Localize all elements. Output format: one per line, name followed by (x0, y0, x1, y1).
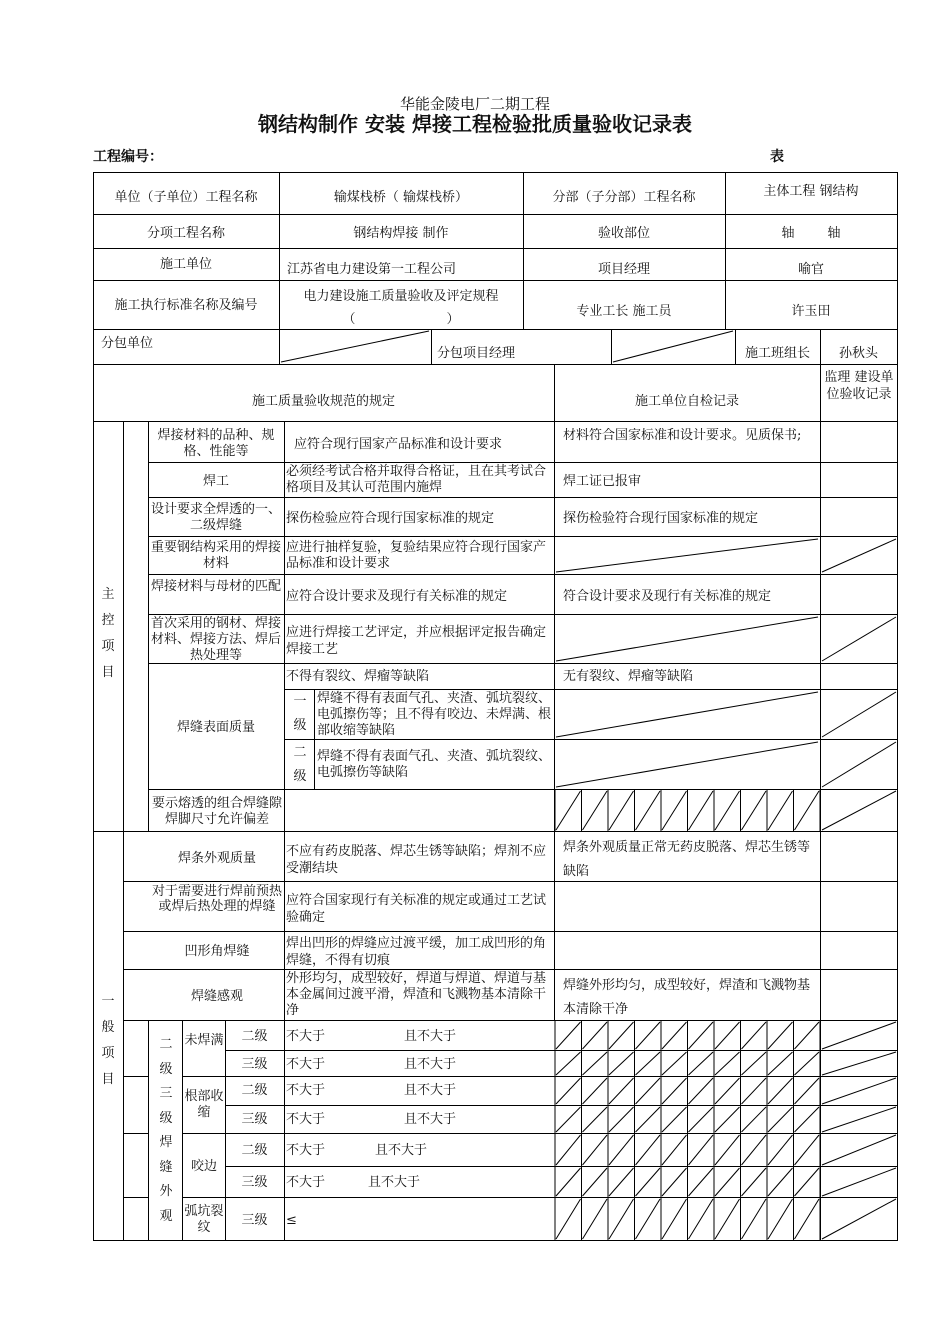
grade2-label: 二级 (293, 745, 307, 784)
hatch-slash (715, 1078, 740, 1104)
hatch-slash (742, 1107, 767, 1132)
supervision-slash (822, 1107, 896, 1132)
hatch-slash (742, 1078, 767, 1104)
hatch-slash (715, 1135, 740, 1165)
fillet-tolerance-name: 要示熔透的组合焊缝隙焊脚尺寸允许偏差 (151, 796, 282, 827)
project-subtitle: 华能金陵电厂二期工程 (399, 95, 550, 113)
hatch-slash (609, 1078, 634, 1104)
hatch-slash (609, 1107, 634, 1132)
accept-part-label: 验收部位 (597, 226, 650, 241)
foreman-value: 许玉田 (791, 304, 831, 319)
hatch-slash (768, 1168, 793, 1196)
constructor-label: 施工单位 (159, 257, 212, 272)
hatch-slash (609, 791, 634, 830)
hatch-slash (768, 1022, 793, 1049)
grade1-spec: 焊缝不得有表面气孔、夹渣、弧坑裂纹、电弧擦伤等；且不得有咬边、未焊满、根部收缩等缺陷 (317, 691, 552, 738)
division-label: 分部（子分部）工程名称 (552, 190, 696, 205)
hatch-slash (795, 1199, 820, 1239)
supervision-slash (822, 1078, 896, 1104)
grade2-spec: 焊缝不得有表面气孔、夹渣、弧坑裂纹、电弧擦伤等缺陷 (317, 749, 552, 780)
hatch-slash (768, 791, 793, 830)
hatch-slash (609, 1168, 634, 1196)
supervision-slash (822, 791, 896, 830)
sub-row-limit-a: 不大于 (286, 1029, 326, 1044)
main-row-3-spec: 探伤检验应符合现行国家标准的规定 (286, 511, 495, 526)
accept-part-value: 轴 轴 (781, 226, 841, 241)
hatch-slash (662, 1199, 687, 1239)
hatch-slash (556, 1078, 581, 1104)
surface-record-all: 无有裂纹、焊瘤等缺陷 (563, 669, 694, 684)
unit-value: 输煤栈桥（ 输煤栈桥） (333, 190, 469, 205)
general-row-3-name: 凹形角焊缝 (184, 944, 250, 959)
sub-row-grade: 三级 (241, 1057, 268, 1072)
subcontract-pm-label: 分包项目经理 (437, 346, 516, 361)
standard-value-line1: 电力建设施工质量验收及评定规程 (303, 289, 499, 304)
hatch-slash (609, 1199, 634, 1239)
hatch-slash (556, 1199, 581, 1239)
type-undercut: 咬边 (190, 1159, 217, 1174)
hatch-slash (662, 791, 687, 830)
hatch-slash (583, 1107, 608, 1132)
sub-row-limit-b: 且不大于 (404, 1083, 457, 1098)
sub-row-grade: 二级 (241, 1143, 268, 1158)
type-root-shrink: 根部收缩 (184, 1089, 224, 1120)
main-row-4-spec: 应进行抽样复验，复验结果应符合现行国家产品标准和设计要求 (286, 540, 547, 571)
general-row-3-spec: 焊出凹形的焊缝应过渡平缓，加工成凹形的角焊缝，不得有切痕 (286, 936, 547, 968)
hatch-slash (742, 1168, 767, 1196)
supervision-slash (822, 1135, 896, 1165)
hatch-slash (556, 791, 581, 830)
foreman-label: 专业工长 施工员 (576, 304, 672, 319)
sub-row-grade: 三级 (241, 1213, 268, 1228)
hatch-slash (742, 1052, 767, 1075)
subcontract-label: 分包单位 (101, 336, 154, 351)
hatch-slash (768, 1078, 793, 1104)
sub-row-limit-a: 不大于 (286, 1057, 326, 1072)
hatch-slash (795, 1168, 820, 1196)
hatch-slash (662, 1168, 687, 1196)
main-row-4-name: 重要钢结构采用的焊接材料 (150, 540, 281, 571)
hatch-slash (556, 1135, 581, 1165)
hatch-slash (715, 1168, 740, 1196)
hatch-slash (609, 1052, 634, 1075)
hatch-slash (636, 1199, 661, 1239)
subitem-value: 钢结构焊接 制作 (353, 226, 449, 241)
hatch-slash (662, 1107, 687, 1132)
appearance-label: 二级三级焊缝外观 (159, 1037, 173, 1224)
hatch-slash (636, 1078, 661, 1104)
hatch-slash (795, 1135, 820, 1165)
supervision-slash (822, 1199, 896, 1239)
hatch-slash (636, 791, 661, 830)
hatch-slash (636, 1022, 661, 1049)
hatch-slash (795, 1022, 820, 1049)
hatch-slash (795, 791, 820, 830)
hatch-slash (689, 1022, 714, 1049)
hatch-slash (609, 1135, 634, 1165)
sub-row-limit-a: 不大于 (286, 1143, 326, 1158)
main-row-1-record: 材料符合国家标准和设计要求。见质保书; (563, 428, 802, 443)
hatch-slash (795, 1078, 820, 1104)
hatch-slash (636, 1052, 661, 1075)
hatch-slash (768, 1199, 793, 1239)
division-value: 主体工程 钢结构 (763, 184, 859, 199)
hatch-slash (742, 1135, 767, 1165)
general-row-4-name: 焊缝感观 (190, 989, 243, 1004)
main-row-5-name: 焊接材料与母材的匹配 (150, 579, 281, 594)
hatch-slash (689, 1078, 714, 1104)
hatch-slash (556, 1022, 581, 1049)
hatch-slash (742, 1022, 767, 1049)
hatch-slash (662, 1135, 687, 1165)
column-self-check: 施工单位自检记录 (634, 394, 739, 409)
sub-row-limit-b: 且不大于 (404, 1057, 457, 1072)
main-row-1-spec: 应符合现行国家产品标准和设计要求 (294, 437, 503, 452)
main-row-5-record: 符合设计要求及现行有关标准的规定 (563, 589, 772, 604)
project-number-label: 工程编号： (93, 149, 163, 165)
pm-label: 项目经理 (597, 262, 650, 277)
hatch-slash (583, 1052, 608, 1075)
hatch-slash (583, 791, 608, 830)
sub-row-limit-a: 不大于 (286, 1175, 326, 1190)
hatch-slash (795, 1107, 820, 1132)
sub-row-grade: 三级 (241, 1175, 268, 1190)
hatch-slash (636, 1135, 661, 1165)
main-row-3-name: 设计要求全焊透的一、二级焊缝 (150, 502, 281, 533)
main-row-2-name: 焊工 (202, 474, 229, 489)
hatch-slash (768, 1107, 793, 1132)
surface-quality-name: 焊缝表面质量 (176, 720, 255, 735)
hatch-slash (583, 1078, 608, 1104)
main-section-label: 主控项目 (101, 587, 115, 680)
general-row-1-spec: 不应有药皮脱落、焊芯生锈等缺陷；焊剂不应受潮结块 (286, 844, 547, 876)
hatch-slash (662, 1052, 687, 1075)
supervision-slash (822, 1052, 896, 1075)
hatch-slash (742, 791, 767, 830)
column-spec: 施工质量验收规范的规定 (251, 394, 395, 409)
hatch-slash (715, 1052, 740, 1075)
hatch-slash (609, 1022, 634, 1049)
pm-value: 喻官 (797, 262, 824, 277)
main-row-3-record: 探伤检验符合现行国家标准的规定 (563, 511, 759, 526)
hatch-slash (636, 1107, 661, 1132)
sub-row-limit-a: 不大于 (286, 1112, 326, 1127)
hatch-slash (689, 1199, 714, 1239)
general-row-4-record: 焊缝外形均匀，成型较好，焊渣和飞溅物基本清除干净 (563, 978, 811, 1017)
hatch-slash (715, 1022, 740, 1049)
page-title: 钢结构制作 安装 焊接工程检验批质量验收记录表 (258, 112, 692, 136)
main-row-6-spec: 应进行焊接工艺评定，并应根据评定报告确定焊接工艺 (286, 625, 547, 657)
hatch-slash (715, 1107, 740, 1132)
hatch-slash (689, 1107, 714, 1132)
standard-value-line2: （ ） (342, 312, 460, 327)
main-row-1-name: 焊接材料的品种、规格、性能等 (157, 428, 275, 459)
hatch-slash (715, 791, 740, 830)
hatch-slash (662, 1022, 687, 1049)
sub-row-limit-b: 且不大于 (404, 1112, 457, 1127)
grade1-label: 一级 (293, 694, 307, 733)
standard-label: 施工执行标准名称及编号 (114, 298, 258, 313)
team-leader-value: 孙秋头 (838, 346, 878, 361)
subitem-label: 分项工程名称 (146, 226, 225, 241)
hatch-slash (556, 1107, 581, 1132)
sub-row-limit-b: 且不大于 (404, 1029, 457, 1044)
main-row-6-name: 首次采用的钢材、焊接材料、焊接方法、焊后热处理等 (150, 616, 281, 663)
type-unfilled: 未焊满 (184, 1033, 224, 1048)
hatch-slash (742, 1199, 767, 1239)
general-row-1-name: 焊条外观质量 (177, 851, 256, 866)
supervision-slash (822, 1168, 896, 1196)
sub-row-grade: 二级 (241, 1083, 268, 1098)
general-section-label: 一般项目 (101, 994, 115, 1087)
surface-spec-all: 不得有裂纹、焊瘤等缺陷 (286, 669, 430, 684)
hatch-slash (556, 1052, 581, 1075)
main-row-2-spec: 必须经考试合格并取得合格证，且在其考试合格项目及其认可范围内施焊 (286, 464, 547, 495)
hatch-slash (795, 1052, 820, 1075)
sub-row-grade: 二级 (241, 1029, 268, 1044)
hatch-slash (583, 1022, 608, 1049)
general-row-1-record: 焊条外观质量正常无药皮脱落、焊芯生锈等缺陷 (563, 840, 811, 879)
column-supervision: 监理 建设单位验收记录 (824, 370, 894, 402)
main-row-2-record: 焊工证已报审 (563, 474, 642, 489)
hatch-slash (768, 1135, 793, 1165)
team-leader-label: 施工班组长 (744, 346, 810, 361)
hatch-slash (583, 1199, 608, 1239)
hatch-slash (689, 791, 714, 830)
sub-row-limit-a: 不大于 (286, 1083, 326, 1098)
general-row-2-name: 对于需要进行焊前预热或焊后热处理的焊缝 (151, 884, 282, 914)
hatch-slash (689, 1052, 714, 1075)
hatch-slash (636, 1168, 661, 1196)
hatch-slash (768, 1052, 793, 1075)
supervision-slash (822, 1022, 896, 1049)
sub-row-limit-b: 且不大于 (368, 1175, 421, 1190)
unit-label: 单位（子单位）工程名称 (114, 190, 258, 205)
hatch-slash (689, 1135, 714, 1165)
table-label: 表 (770, 149, 784, 165)
sub-row-limit-b: 且不大于 (375, 1143, 428, 1158)
general-row-2-spec: 应符合国家现行有关标准的规定或通过工艺试验确定 (286, 893, 547, 925)
sub-row-grade: 三级 (241, 1112, 268, 1127)
type-crater-crack: 弧坑裂纹 (184, 1204, 224, 1235)
main-row-5-spec: 应符合设计要求及现行有关标准的规定 (286, 589, 508, 604)
hatch-slash (556, 1168, 581, 1196)
hatch-slash (583, 1135, 608, 1165)
sub-row-limit-a: ≤ (286, 1213, 297, 1228)
constructor-value: 江苏省电力建设第一工程公司 (287, 262, 457, 277)
hatch-slash (583, 1168, 608, 1196)
general-row-4-spec: 外形均匀，成型较好，焊道与焊道、焊道与基本金属间过渡平滑，焊渣和飞溅物基本清除干净 (286, 971, 547, 1018)
hatch-slash (662, 1078, 687, 1104)
hatch-slash (715, 1199, 740, 1239)
hatch-slash (689, 1168, 714, 1196)
